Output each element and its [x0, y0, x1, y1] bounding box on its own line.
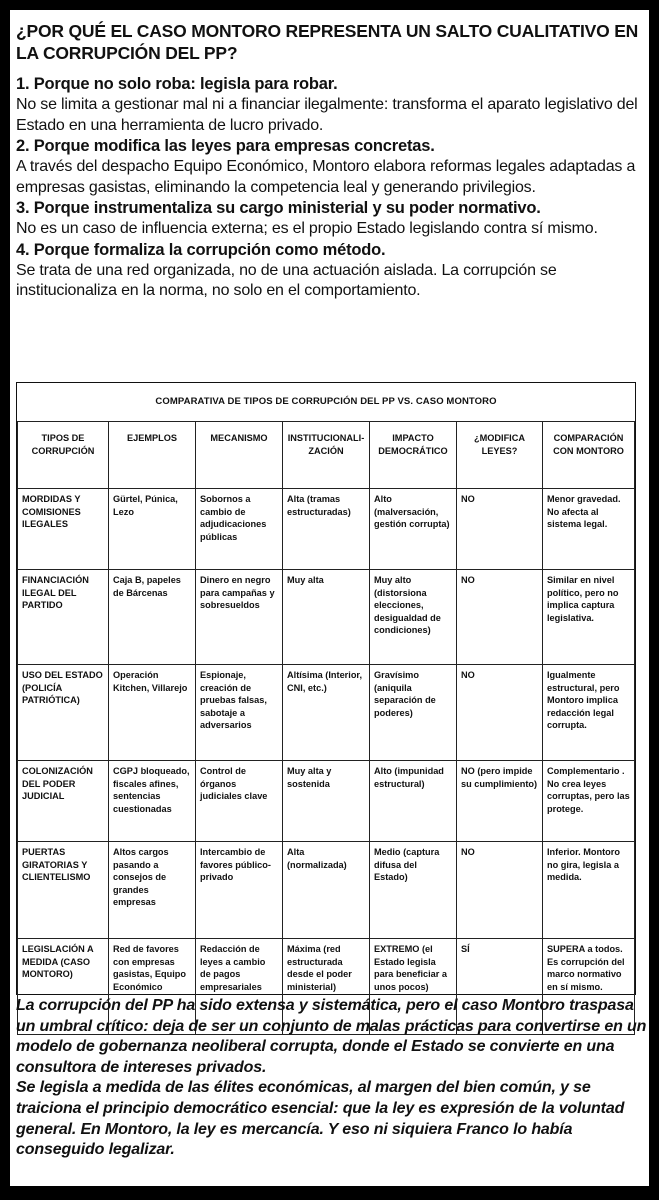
- table-cell: NO: [457, 570, 543, 665]
- table-cell: NO (pero impide su cumplimiento): [457, 761, 543, 842]
- table-header-row: [18, 422, 635, 489]
- document-page: [10, 10, 649, 1186]
- table-cell: Altísima (Interior, CNI, etc.): [283, 665, 370, 761]
- header-mecanismo: MECANISMO: [196, 422, 283, 489]
- table-cell: Igualmente estructural, pero Montoro implica redacción legal corrupta.: [543, 665, 635, 761]
- table-cell: PUERTAS GIRATORIAS Y CLIENTELISMO: [18, 842, 109, 939]
- table-cell: Caja B, papeles de Bárcenas: [109, 570, 196, 665]
- table-cell: USO DEL ESTADO (POLICÍA PATRIÓTICA): [18, 665, 109, 761]
- conclusion-paragraph-1: La corrupción del PP ha sido extensa y sistemática, pero el caso Montoro traspasa un umbral crítico: deja de ser un conjunto de malas prácticas para convertirse en un modelo de gobernanza neoliberal corrupta, donde el Estado se convierte en una consultora de intereses privados.: [16, 997, 647, 1076]
- table-cell: Dinero en negro para campañas y sobresueldos: [196, 570, 283, 665]
- table-cell: SUPERA a todos. Es corrupción del marco normativo en sí mismo.: [543, 939, 635, 1035]
- table-cell: Alto (malversación, gestión corrupta): [370, 489, 457, 570]
- table-cell: Control de órganos judiciales clave: [196, 761, 283, 842]
- table-cell: Muy alta y sostenida: [283, 761, 370, 842]
- table-cell: Intercambio de favores público-privado: [196, 842, 283, 939]
- table-cell: Redacción de leyes a cambio de pagos empresariales: [196, 939, 283, 1035]
- table-cell: Alta (tramas estructuradas): [283, 489, 370, 570]
- table-cell: Espionaje, creación de pruebas falsas, sabotaje a adversarios: [196, 665, 283, 761]
- conclusion: [16, 996, 648, 1161]
- table-cell: CGPJ bloqueado, fiscales afines, sentencias cuestionadas: [109, 761, 196, 842]
- reason-3-heading: 3. Porque instrumentaliza su cargo ministerial y su poder normativo.: [16, 199, 541, 217]
- table-title: COMPARATIVA DE TIPOS DE CORRUPCIÓN DEL PP VS. CASO MONTORO: [155, 396, 497, 407]
- table-cell: Medio (captura difusa del Estado): [370, 842, 457, 939]
- table-row: [18, 761, 635, 842]
- table-cell: Alto (impunidad estructural): [370, 761, 457, 842]
- reason-2-heading: 2. Porque modifica las leyes para empresas concretas.: [16, 137, 435, 155]
- table-cell: Gürtel, Púnica, Lezo: [109, 489, 196, 570]
- table-cell: NO: [457, 665, 543, 761]
- conclusion-paragraph-2: Se legisla a medida de las élites económicas, al margen del bien común, y se traiciona el principio democrático esencial: que la ley es expresión de la voluntad general. En Montoro, la ley es mercancía. Y eso ni siquiera Franco lo había conseguido legalizar.: [16, 1079, 625, 1159]
- table-cell: Inferior. Montoro no gira, legisla a medida.: [543, 842, 635, 939]
- header-impacto: IMPACTO DEMOCRÁTICO: [370, 422, 457, 489]
- reason-1-heading: 1. Porque no solo roba: legisla para robar.: [16, 75, 338, 93]
- table-cell: Muy alto (distorsiona elecciones, desigualdad de condiciones): [370, 570, 457, 665]
- reason-3-body: No es un caso de influencia externa; es el propio Estado legislando contra sí mismo.: [16, 220, 598, 237]
- reason-4-heading: 4. Porque formaliza la corrupción como método.: [16, 240, 386, 259]
- table-cell: Máxima (red estructurada desde el poder ministerial): [283, 939, 370, 1035]
- table-cell: Similar en nivel político, pero no implica captura legislativa.: [543, 570, 635, 665]
- table-cell: Altos cargos pasando a consejos de grandes empresas: [109, 842, 196, 939]
- table-cell: Red de favores con empresas gasistas, Equipo Económico: [109, 939, 196, 1035]
- table-cell: Muy alta: [283, 570, 370, 665]
- table-cell: LEGISLACIÓN A MEDIDA (CASO MONTORO): [18, 939, 109, 1035]
- table-row: [18, 570, 635, 665]
- header-institucionalizacion: INSTITUCIONALI- ZACIÓN: [283, 422, 370, 489]
- document-title: ¿POR QUÉ EL CASO MONTORO REPRESENTA UN SALTO CUALITATIVO EN LA CORRUPCIÓN DEL PP?: [16, 21, 639, 63]
- table-cell: NO: [457, 842, 543, 939]
- reason-1-body: No se limita a gestionar mal ni a financiar ilegalmente: transforma el aparato legislativo del Estado en una herramienta de lucro privado.: [16, 96, 638, 134]
- table-cell: Alta (normalizada): [283, 842, 370, 939]
- comparison-table: [17, 421, 635, 1035]
- table-cell: EXTREMO (el Estado legisla para beneficiar a unos pocos): [370, 939, 457, 1035]
- table-cell: FINANCIACIÓN ILEGAL DEL PARTIDO: [18, 570, 109, 665]
- table-cell: SÍ: [457, 939, 543, 1035]
- table-cell: Gravísimo (aniquila separación de poderes): [370, 665, 457, 761]
- table-cell: NO: [457, 489, 543, 570]
- table-cell: COLONIZACIÓN DEL PODER JUDICIAL: [18, 761, 109, 842]
- header-modifica-leyes: ¿MODIFICA LEYES?: [457, 422, 543, 489]
- header-comparacion: COMPARACIÓN CON MONTORO: [543, 422, 635, 489]
- header-tipos: TIPOS DE CORRUPCIÓN: [18, 422, 109, 489]
- table-cell: Sobornos a cambio de adjudicaciones públicas: [196, 489, 283, 570]
- table-cell: Menor gravedad. No afecta al sistema legal.: [543, 489, 635, 570]
- reasons-list: [16, 74, 646, 302]
- reason-4-body: Se trata de una red organizada, no de una actuación aislada. La corrupción se institucionaliza en la norma, no solo en el comportamiento.: [16, 261, 557, 299]
- header-ejemplos: EJEMPLOS: [109, 422, 196, 489]
- reason-2-body: A través del despacho Equipo Económico, Montoro elabora reformas legales adaptadas a empresas gasistas, eliminando la competencia leal y generando privilegios.: [16, 158, 636, 196]
- table-cell: Operación Kitchen, Villarejo: [109, 665, 196, 761]
- table-row: [18, 489, 635, 570]
- table-cell: Complementario . No crea leyes corruptas, pero las protege.: [543, 761, 635, 842]
- table-cell: MORDIDAS Y COMISIONES ILEGALES: [18, 489, 109, 570]
- table-row: [18, 665, 635, 761]
- table-row: [18, 842, 635, 939]
- comparison-table-container: [16, 382, 636, 995]
